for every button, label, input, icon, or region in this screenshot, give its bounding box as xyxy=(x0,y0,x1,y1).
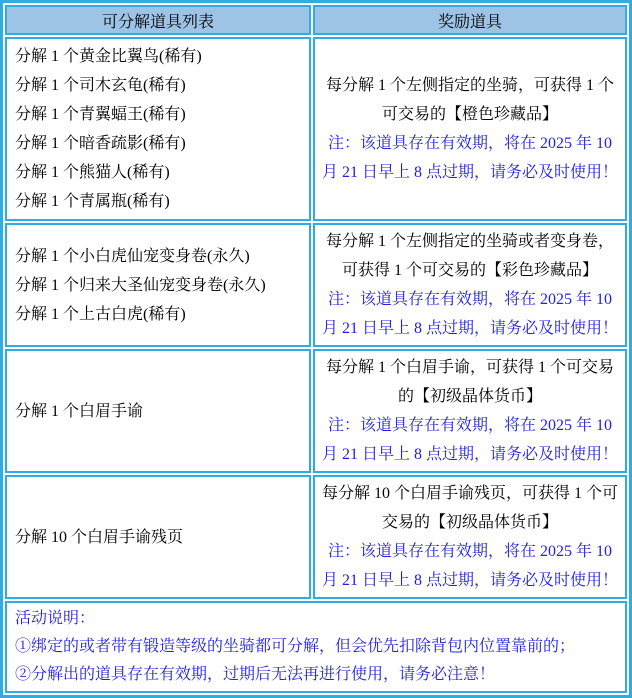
reward-description: 每分解 1 个左侧指定的坐骑或者变身卷，可获得 1 个可交易的【彩色珍藏品】 xyxy=(325,233,614,279)
expiry-note: 注：该道具存在有效期，将在 2025 年 10 月 21 日早上 8 点过期，请务必及时使用！ xyxy=(321,417,618,463)
activity-note-2: ②分解出的道具存在有效期，过期后无法再进行使用，请务必注意！ xyxy=(15,666,496,683)
activity-notes-cell xyxy=(5,601,627,693)
table-row xyxy=(5,349,627,473)
table-row xyxy=(5,475,627,599)
item-line: 分解 10 个白眉手谕残页 xyxy=(15,528,184,546)
item-line: 分解 1 个上古白虎(稀有) xyxy=(15,305,186,323)
item-line: 分解 1 个黄金比翼鸟(稀有) xyxy=(15,48,202,65)
item-line: 分解 1 个暗香疏影(稀有) xyxy=(15,135,186,152)
table-row xyxy=(5,37,627,221)
table-row xyxy=(5,223,627,347)
expiry-note: 注：该道具存在有效期，将在 2025 年 10 月 21 日早上 8 点过期，请务必及时使用！ xyxy=(321,135,618,181)
item-line: 分解 1 个熊猫人(稀有) xyxy=(15,164,170,181)
activity-note-1: ①绑定的或者带有锻造等级的坐骑都可分解，但会优先扣除背包内位置靠前的； xyxy=(15,638,576,655)
header-cell-reward-items: 奖励道具 xyxy=(313,5,627,35)
expiry-note: 注：该道具存在有效期，将在 2025 年 10 月 21 日早上 8 点过期，请务必及时使用！ xyxy=(321,543,618,589)
activity-notes-title: 活动说明： xyxy=(15,610,96,627)
row4-items-cell xyxy=(5,475,311,599)
table-footer-row xyxy=(5,601,627,693)
row3-items-cell xyxy=(5,349,311,473)
reward-description: 每分解 1 个白眉手谕，可获得 1 个可交易的【初级晶体货币】 xyxy=(325,359,614,405)
row2-items-cell xyxy=(5,223,311,347)
item-line: 分解 1 个青翼蝠王(稀有) xyxy=(15,106,186,123)
item-line: 分解 1 个小白虎仙宠变身卷(永久) xyxy=(15,247,250,265)
row1-reward-cell xyxy=(313,37,627,221)
table-header-row xyxy=(5,5,627,35)
row3-reward-cell xyxy=(313,349,627,473)
item-line: 分解 1 个归来大圣仙宠变身卷(永久) xyxy=(15,276,266,294)
row4-reward-cell xyxy=(313,475,627,599)
item-line: 分解 1 个司木玄龟(稀有) xyxy=(15,77,186,94)
row1-items-cell xyxy=(5,37,311,221)
row2-reward-cell xyxy=(313,223,627,347)
header-cell-decomposable-items: 可分解道具列表 xyxy=(5,5,311,35)
item-line: 分解 1 个青属瓶(稀有) xyxy=(15,193,170,210)
item-line: 分解 1 个白眉手谕 xyxy=(15,402,144,420)
reward-description: 每分解 1 个左侧指定的坐骑，可获得 1 个可交易的【橙色珍藏品】 xyxy=(325,77,614,123)
reward-description: 每分解 10 个白眉手谕残页，可获得 1 个可交易的【初级晶体货币】 xyxy=(321,485,618,531)
expiry-note: 注：该道具存在有效期，将在 2025 年 10 月 21 日早上 8 点过期，请务必及时使用！ xyxy=(321,291,618,337)
